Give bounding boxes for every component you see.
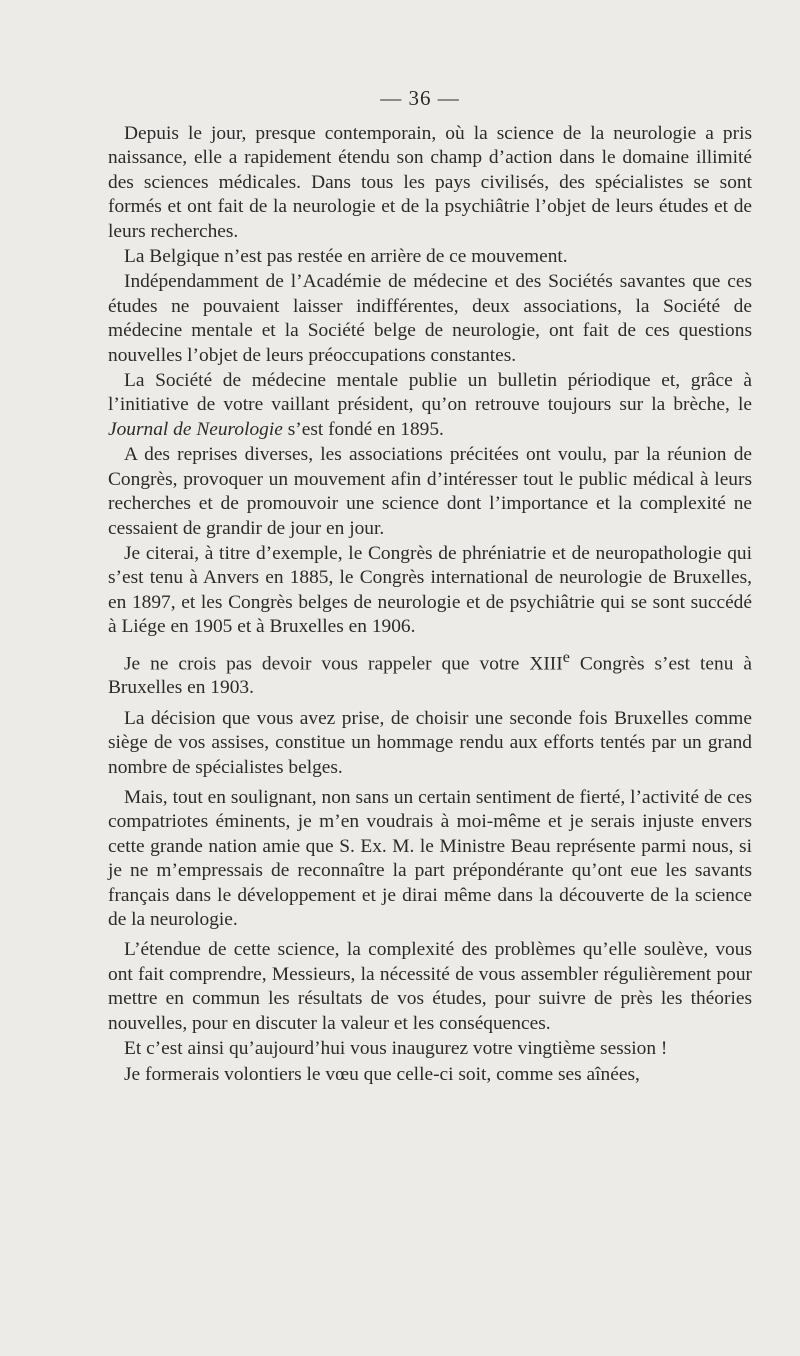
paragraph: Et c’est ainsi qu’aujourd’hui vous inaugurez votre vingtième session ! bbox=[124, 1038, 668, 1060]
paragraph: Je citerai, à titre d’exemple, le Congrès de phréniatrie et de neuropathologie qui s’est tenu à Anvers en 1885, le Congrès international de neurologie de Bruxelles, en 1897, et les Congrès belges de neurologie et de psychiâtrie qui se sont succédé à Liége en 1905 et à Bruxelles en 1906. bbox=[108, 542, 752, 638]
paragraph: La Belgique n’est pas restée en arrière de ce mouvement. bbox=[124, 246, 568, 268]
paragraph: Indépendamment de l’Académie de médecine et des Sociétés savantes que ces études ne pouvaient laisser indifférentes, deux associations, la Société de médecine mentale et la Société belge de neurologie, ont fait de ces questions nouvelles l’objet de leurs préoccupations constantes. bbox=[108, 271, 752, 366]
page-number: — 36 — bbox=[380, 86, 460, 110]
paragraph-text: s’est fondé en 1895. bbox=[282, 418, 444, 440]
paragraph: Mais, tout en soulignant, non sans un certain sentiment de fierté, l’activité de ces compatriotes éminents, je m’en voudrais à moi-même et je serais injuste envers cette grande nation amie que S. Ex. M. le Ministre Beau représente parmi nous, si je ne m’empressais de reconnaître la part prépondérante qu’ont eue les savants français dans le développement et je dirai même dans la découverte de la science de la neurologie. bbox=[108, 787, 752, 931]
paragraph: L’étendue de cette science, la complexité des problèmes qu’elle soulève, vous ont fait comprendre, Messieurs, la nécessité de vous assembler régulièrement pour mettre en commun les résultats de vos études, pour suivre de près les théories nouvelles, pour en discuter la valeur et les conséquences. bbox=[108, 939, 752, 1034]
paragraph-text: La Société de médecine mentale publie un bulletin périodique et, grâce à l’initiative de votre vaillant président, qu’on retrouve toujours sur la brèche, le bbox=[108, 370, 752, 416]
paragraph-text: Je ne crois pas devoir vous rappeler que votre XIII bbox=[124, 653, 563, 674]
superscript: e bbox=[562, 648, 570, 666]
paragraph-text: Congrès s’est tenu à Bruxelles en 1903. bbox=[108, 653, 752, 699]
journal-title: Journal de Neurologie bbox=[108, 418, 283, 440]
paragraph bbox=[108, 646, 752, 701]
paragraph: Je formerais volontiers le vœu que celle-ci soit, comme ses aînées, bbox=[124, 1063, 640, 1085]
body-text bbox=[108, 122, 752, 1087]
paragraph: Depuis le jour, presque contemporain, où la science de la neurologie a pris naissance, elle a rapidement étendu son champ d’action dans le domaine illimité des sciences médicales. Dans tous les pays civilisés, des spécialistes se sont formés et ont fait de la neurologie et de la psychiâtrie l’objet de leurs études et de leurs recherches. bbox=[108, 123, 752, 242]
paragraph bbox=[108, 369, 752, 442]
paragraph: La décision que vous avez prise, de choisir une seconde fois Bruxelles comme siège de vos assises, constitue un hommage rendu aux efforts tentés par un grand nombre de spécialistes belges. bbox=[108, 707, 752, 778]
paragraph: A des reprises diverses, les associations précitées ont voulu, par la réunion de Congrès, provoquer un mouvement afin d’intéresser tout le public médical à leurs recherches et de promouvoir une science dont l’importance et la complexité ne cessaient de grandir de jour en jour. bbox=[108, 444, 752, 539]
